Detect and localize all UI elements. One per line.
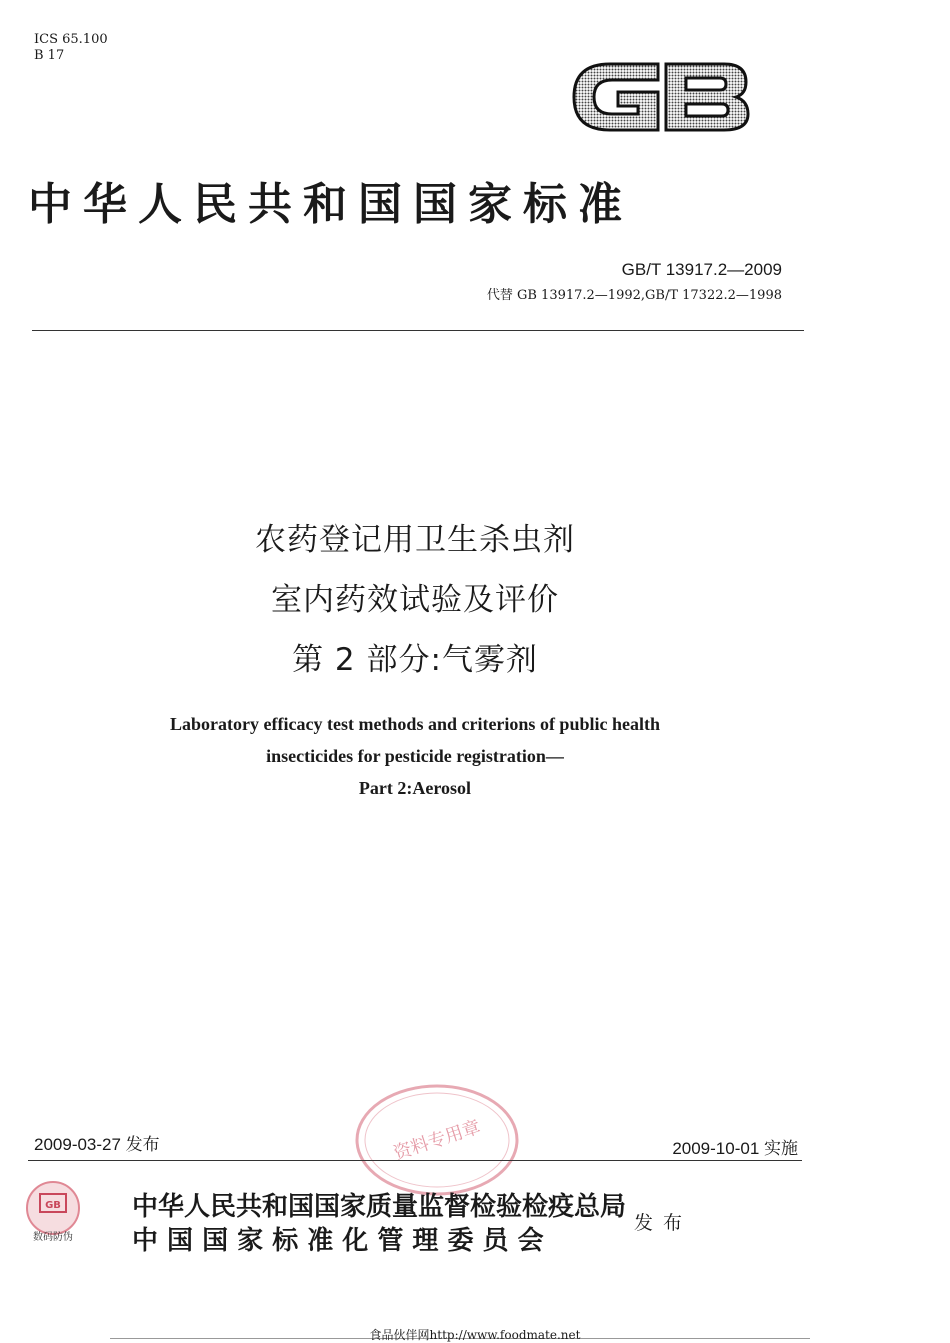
header-divider (32, 330, 804, 331)
gb-logo (566, 50, 754, 144)
issuer-aqsiq: 中华人民共和国国家质量监督检验检疫总局 (132, 1192, 627, 1222)
classification-code: B 17 (34, 48, 65, 63)
national-standard-heading: 中华人民共和国国家标准 (28, 179, 633, 230)
cn-title-line-3: 第 2 部分:气雾剂 (292, 642, 538, 678)
en-title-line-3: Part 2:Aerosol (358, 778, 472, 798)
issue-date: 2009-03-27 发布 (34, 1135, 160, 1154)
en-title-line-1: Laboratory efficacy test methods and criterions of public health (170, 714, 660, 734)
footer-watermark: 食品伙伴网http://www.foodmate.net (369, 1328, 581, 1342)
cn-title-line-1: 农药登记用卫生杀虫剂 (255, 522, 575, 558)
anti-counterfeit-seal (16, 1180, 90, 1244)
en-title-line-2: insecticides for pesticide registration— (266, 746, 564, 766)
implementation-date: 2009-10-01 实施 (672, 1139, 798, 1158)
replaces-standards: 代替 GB 13917.2—1992,GB/T 17322.2—1998 (486, 288, 782, 303)
svg-text:资料专用章: 资料专用章 (391, 1116, 484, 1165)
standard-number: GB/T 13917.2—2009 (621, 260, 782, 279)
svg-text:数码防伪: 数码防伪 (33, 1232, 73, 1243)
publish-label: 发布 (634, 1212, 693, 1234)
svg-text:GB: GB (45, 1200, 61, 1211)
issuer-sac: 中 国 国 家 标 准 化 管 理 委 员 会 (132, 1226, 544, 1256)
cn-title-line-2: 室内药效试验及评价 (271, 582, 559, 618)
footer-divider (28, 1160, 802, 1161)
library-seal-stamp (352, 1080, 522, 1200)
ics-code: ICS 65.100 (34, 32, 108, 47)
ics-code-block (34, 32, 108, 64)
